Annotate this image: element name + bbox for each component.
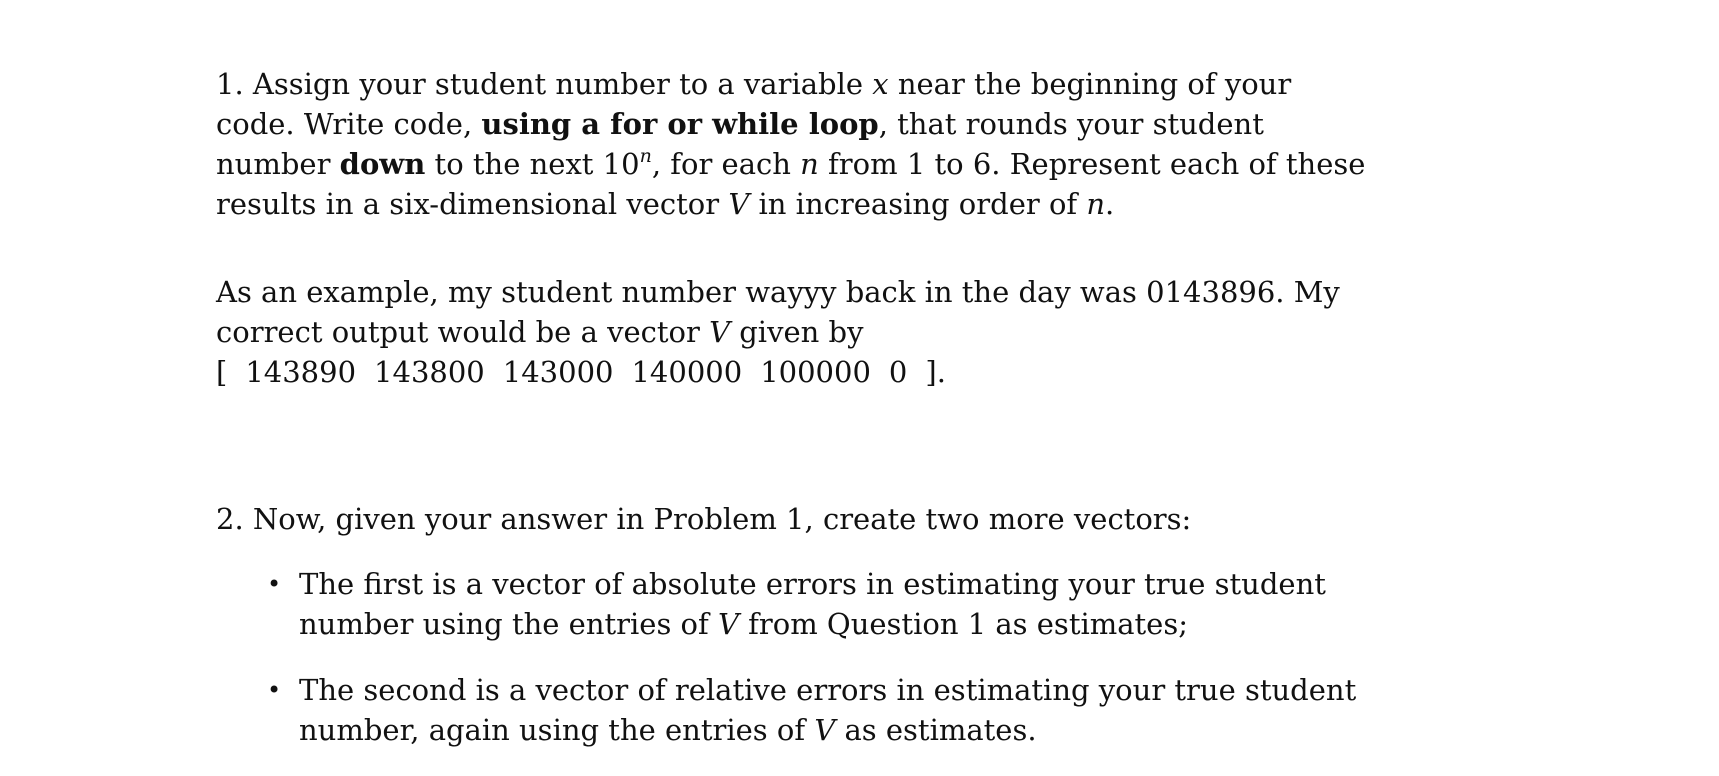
vector-entry: 143000	[502, 355, 614, 389]
text-run: As an example, my student number wayyy back in the day was 0143896. My	[216, 275, 1340, 309]
math-variable: n	[800, 147, 819, 181]
problem-2-intro: 2. Now, given your answer in Problem 1, create two more vectors:	[216, 502, 1192, 536]
bullet-icon: •	[267, 676, 282, 704]
vector-entry: 100000	[760, 355, 871, 389]
math-variable: x	[872, 67, 889, 101]
bullet-item	[216, 564, 1436, 644]
text-run: , for each	[651, 147, 801, 181]
math-variable: V	[709, 315, 731, 349]
text-run: 1. Assign your student number to a variable	[216, 67, 873, 101]
example-line	[216, 272, 1436, 312]
text-run: to the next 10	[425, 147, 640, 181]
bullet-item	[216, 670, 1436, 750]
bullet-list	[216, 564, 1436, 750]
superscript: n	[639, 145, 652, 167]
bullet-line	[299, 710, 1436, 750]
text-run: code. Write code,	[216, 107, 482, 141]
math-variable: V	[814, 713, 836, 747]
bullet-line	[299, 670, 1436, 710]
text-run: in increasing order of	[749, 187, 1087, 221]
text-run: .	[1105, 187, 1115, 221]
vector-entry: 143800	[374, 355, 485, 389]
math-variable: V	[728, 187, 750, 221]
bullet-icon: •	[267, 570, 282, 598]
problem-1-line	[216, 64, 1436, 104]
vector-open-bracket: [	[216, 355, 228, 389]
vector-close-bracket: ].	[925, 355, 946, 389]
text-run: results in a six-dimensional vector	[216, 187, 729, 221]
problem-1	[216, 64, 1436, 224]
text-run: , that rounds your student	[878, 107, 1264, 141]
bold-text: using a for or while loop	[481, 107, 879, 141]
text-run: near the beginning of your	[888, 67, 1292, 101]
problem-1-line	[216, 144, 1436, 184]
text-run: number, again using the entries of	[299, 713, 815, 747]
text-run: from 1 to 6. Represent each of these	[818, 147, 1366, 181]
text-run: correct output would be a vector	[216, 315, 710, 349]
text-run: number	[216, 147, 340, 181]
example-vector	[216, 352, 1436, 392]
bullet-line	[299, 604, 1436, 644]
text-run: The first is a vector of absolute errors in estimating your true student	[299, 567, 1326, 601]
problem-2	[216, 499, 1436, 750]
text-run: from Question 1 as estimates;	[738, 607, 1188, 641]
bold-text: down	[339, 147, 426, 181]
text-run: given by	[730, 315, 864, 349]
vector-entry: 140000	[631, 355, 743, 389]
example-line	[216, 312, 1436, 352]
math-variable: V	[717, 607, 739, 641]
vector-entry: 143890	[245, 355, 357, 389]
text-run: as estimates.	[835, 713, 1037, 747]
text-run: The second is a vector of relative errors in estimating your true student	[299, 673, 1357, 707]
vector-entry: 0	[888, 355, 908, 389]
problem-1-line	[216, 184, 1436, 224]
example-paragraph	[216, 272, 1436, 392]
document-page	[216, 64, 1436, 776]
math-variable: n	[1086, 187, 1106, 221]
bullet-line	[299, 564, 1436, 604]
text-run: number using the entries of	[299, 607, 718, 641]
problem-1-line	[216, 104, 1436, 144]
